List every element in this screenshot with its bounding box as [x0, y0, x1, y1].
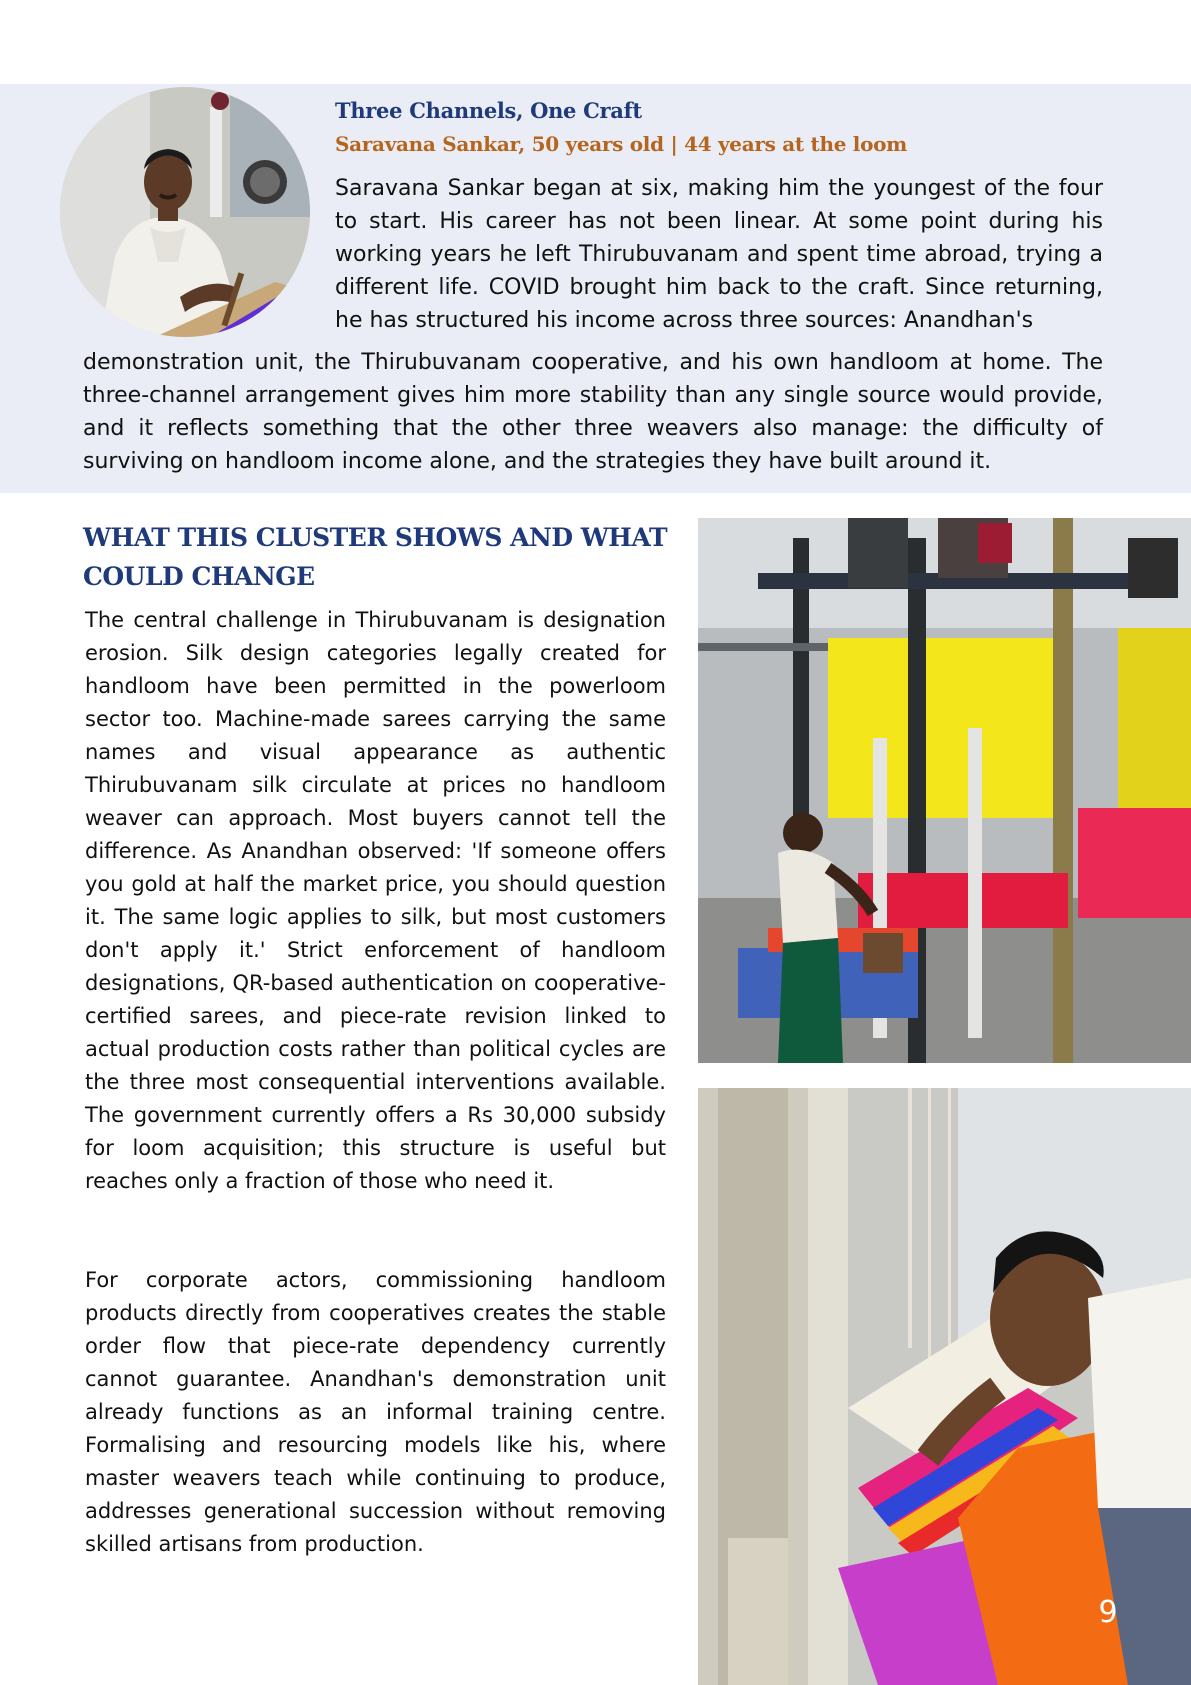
profile-subtitle: Saravana Sankar, 50 years old | 44 years at the loom	[335, 132, 908, 156]
loom-workshop-photo	[698, 518, 1191, 1063]
weaver-portrait	[60, 87, 310, 337]
profile-text-wrapped: Saravana Sankar began at six, making him the youngest of the four to start. His career has not been linear. At some point during his working years he left Thirubuvanam and spent time abroad, trying a different life. COVID brought him back to the craft. Since returning, he has structured his income across three sources: Anandhan's	[335, 176, 1103, 333]
section-heading: WHAT THIS CLUSTER SHOWS AND WHAT COULD CHANGE	[83, 523, 668, 591]
profile-title: Three Channels, One Craft	[335, 98, 642, 123]
loom-workshop-image	[698, 518, 1191, 1063]
body-paragraph: The central challenge in Thirubuvanam is designation erosion. Silk design categories legally created for handloom have been permitted in the powerloom sector too. Machine-made sarees carrying the same names and visual appearance as authentic Thirubuvanam silk circulate at prices no handloom weaver can approach. Most buyers cannot tell the difference. As Anandhan observed: 'If someone offers you gold at half the market price, you should question it. The same logic applies to silk, but most customers don't apply it.' Strict enforcement of handloom designations, QR-based authentication on cooperative-certified sarees, and piece-rate revision linked to actual production costs rather than political cycles are the three most consequential interventions available. The government currently offers a Rs 30,000 subsidy for loom acquisition; this structure is useful but reaches only a fraction of those who need it.	[85, 608, 666, 1193]
page-number: 9	[1098, 1595, 1118, 1630]
portrait-image	[60, 87, 310, 337]
profile-text-continued: demonstration unit, the Thirubuvanam cooperative, and his own handloom at home. The three-channel arrangement gives him more stability than any single source would provide, and it reflects something that the other three weavers also manage: the difficulty of surviving on handloom income alone, and the strategies they have built around it.	[83, 350, 1103, 474]
body-paragraph: For corporate actors, commissioning handloom products directly from cooperatives creates the stable order flow that piece-rate dependency currently cannot guarantee. Anandhan's demonstration unit already functions as an informal training centre. Formalising and resourcing models like his, where master weavers teach while continuing to produce, addresses generational succession without removing skilled artisans from production.	[85, 1268, 666, 1556]
